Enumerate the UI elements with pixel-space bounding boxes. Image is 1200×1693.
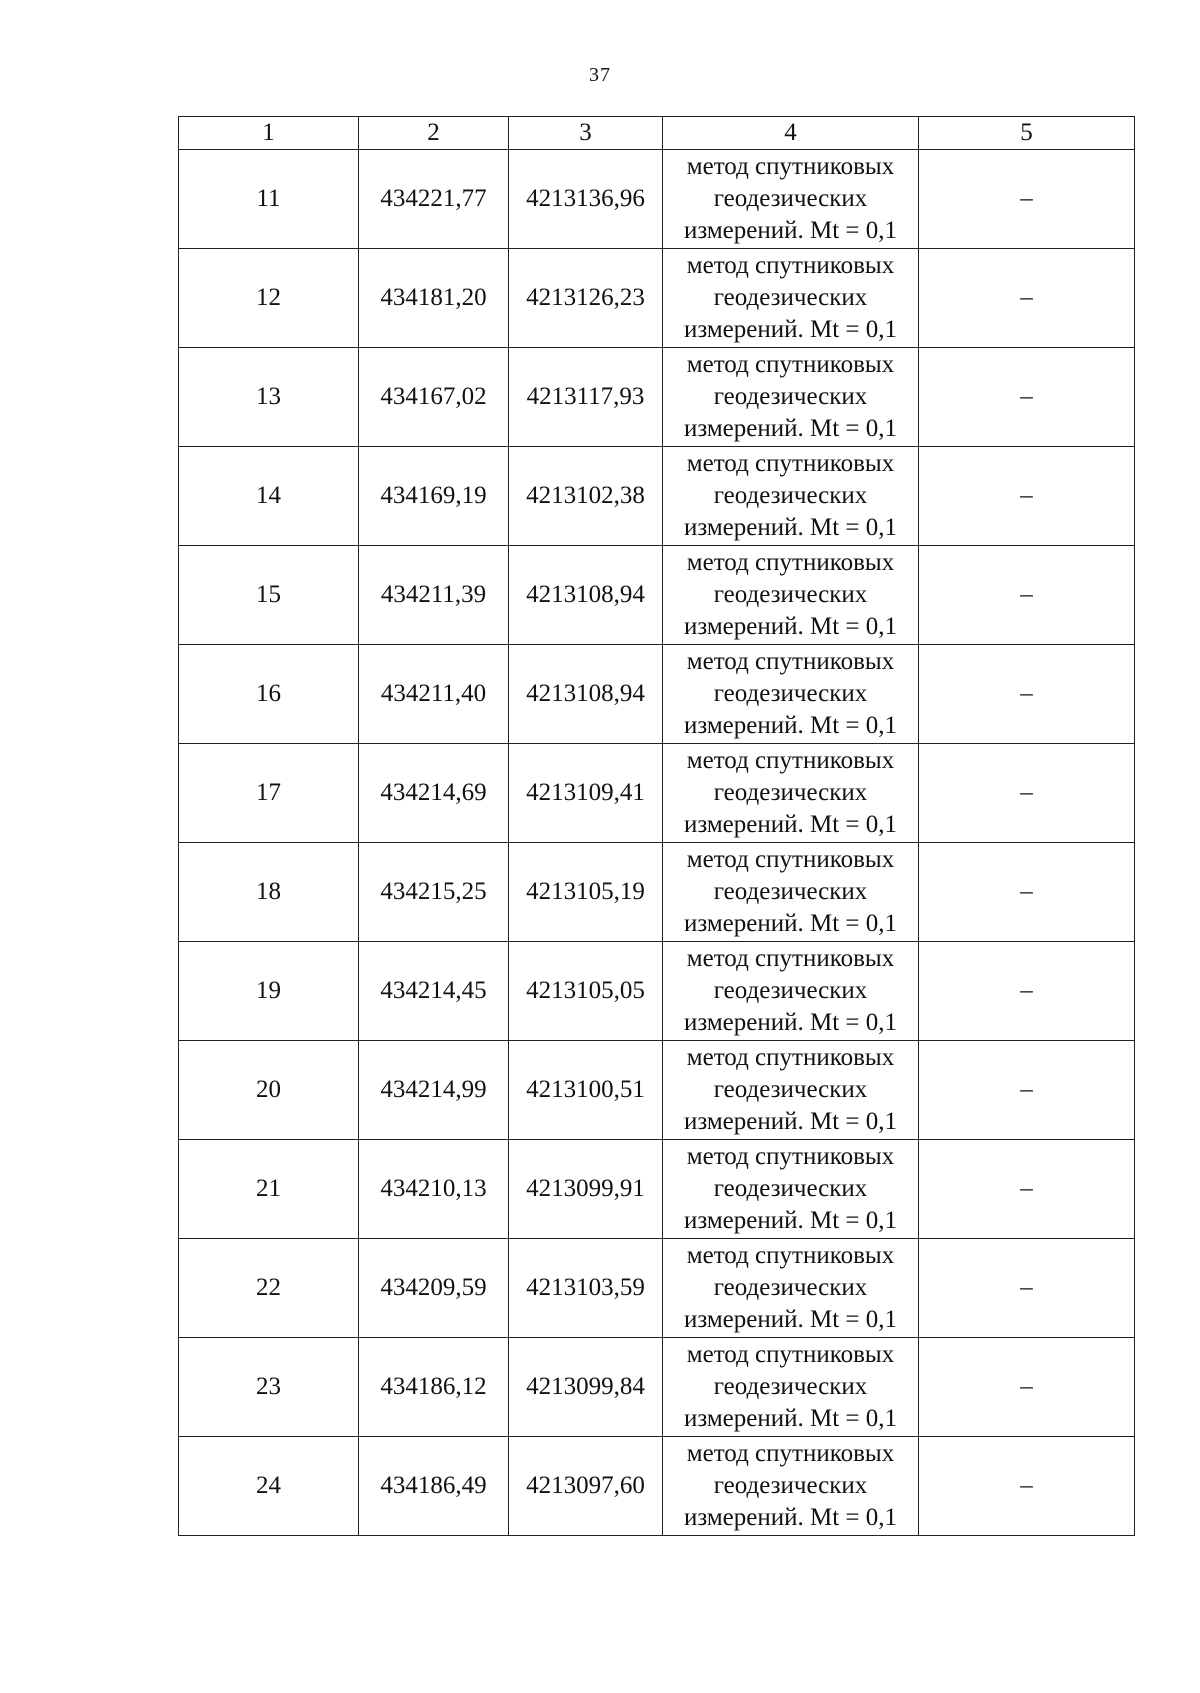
note-cell: – [919, 249, 1135, 348]
y-coordinate-cell: 4213102,38 [509, 447, 663, 546]
header-col-2: 2 [359, 117, 509, 150]
point-number-cell: 12 [179, 249, 359, 348]
x-coordinate-cell: 434209,59 [359, 1239, 509, 1338]
header-col-3: 3 [509, 117, 663, 150]
y-coordinate-cell: 4213105,19 [509, 843, 663, 942]
y-coordinate-cell: 4213099,91 [509, 1140, 663, 1239]
note-cell: – [919, 1437, 1135, 1536]
table-row [179, 744, 1135, 843]
method-cell: метод спутниковых геодезических измерений. Mt = 0,1 [663, 249, 919, 348]
point-number-cell: 24 [179, 1437, 359, 1536]
table-row [179, 348, 1135, 447]
point-number-cell: 11 [179, 150, 359, 249]
method-cell: метод спутниковых геодезических измерений. Mt = 0,1 [663, 1338, 919, 1437]
table-body [179, 150, 1135, 1536]
coordinates-table [178, 116, 1135, 1536]
note-cell: – [919, 546, 1135, 645]
method-cell: метод спутниковых геодезических измерений. Mt = 0,1 [663, 942, 919, 1041]
table-row [179, 1437, 1135, 1536]
note-cell: – [919, 942, 1135, 1041]
point-number-cell: 19 [179, 942, 359, 1041]
header-col-1: 1 [179, 117, 359, 150]
point-number-cell: 14 [179, 447, 359, 546]
x-coordinate-cell: 434210,13 [359, 1140, 509, 1239]
x-coordinate-cell: 434186,49 [359, 1437, 509, 1536]
point-number-cell: 17 [179, 744, 359, 843]
note-cell: – [919, 645, 1135, 744]
point-number-cell: 20 [179, 1041, 359, 1140]
y-coordinate-cell: 4213117,93 [509, 348, 663, 447]
y-coordinate-cell: 4213108,94 [509, 546, 663, 645]
method-cell: метод спутниковых геодезических измерений. Mt = 0,1 [663, 744, 919, 843]
method-cell: метод спутниковых геодезических измерений. Mt = 0,1 [663, 1437, 919, 1536]
note-cell: – [919, 150, 1135, 249]
y-coordinate-cell: 4213109,41 [509, 744, 663, 843]
y-coordinate-cell: 4213136,96 [509, 150, 663, 249]
table-header [179, 117, 1135, 150]
y-coordinate-cell: 4213108,94 [509, 645, 663, 744]
header-col-5: 5 [919, 117, 1135, 150]
point-number-cell: 16 [179, 645, 359, 744]
point-number-cell: 23 [179, 1338, 359, 1437]
table-row [179, 150, 1135, 249]
method-cell: метод спутниковых геодезических измерений. Mt = 0,1 [663, 348, 919, 447]
x-coordinate-cell: 434211,39 [359, 546, 509, 645]
note-cell: – [919, 1140, 1135, 1239]
note-cell: – [919, 1041, 1135, 1140]
point-number-cell: 21 [179, 1140, 359, 1239]
x-coordinate-cell: 434215,25 [359, 843, 509, 942]
header-col-4: 4 [663, 117, 919, 150]
note-cell: – [919, 744, 1135, 843]
x-coordinate-cell: 434214,69 [359, 744, 509, 843]
table-row [179, 942, 1135, 1041]
point-number-cell: 18 [179, 843, 359, 942]
page-number: 37 [589, 64, 611, 86]
x-coordinate-cell: 434181,20 [359, 249, 509, 348]
header-row [179, 117, 1135, 150]
method-cell: метод спутниковых геодезических измерений. Mt = 0,1 [663, 1041, 919, 1140]
method-cell: метод спутниковых геодезических измерений. Mt = 0,1 [663, 1239, 919, 1338]
x-coordinate-cell: 434169,19 [359, 447, 509, 546]
method-cell: метод спутниковых геодезических измерений. Mt = 0,1 [663, 150, 919, 249]
method-cell: метод спутниковых геодезических измерений. Mt = 0,1 [663, 843, 919, 942]
y-coordinate-cell: 4213126,23 [509, 249, 663, 348]
x-coordinate-cell: 434186,12 [359, 1338, 509, 1437]
table-row [179, 447, 1135, 546]
note-cell: – [919, 1338, 1135, 1437]
table-row [179, 249, 1135, 348]
point-number-cell: 22 [179, 1239, 359, 1338]
note-cell: – [919, 447, 1135, 546]
x-coordinate-cell: 434211,40 [359, 645, 509, 744]
table-row [179, 843, 1135, 942]
point-number-cell: 15 [179, 546, 359, 645]
table-row [179, 645, 1135, 744]
y-coordinate-cell: 4213100,51 [509, 1041, 663, 1140]
y-coordinate-cell: 4213103,59 [509, 1239, 663, 1338]
method-cell: метод спутниковых геодезических измерений. Mt = 0,1 [663, 546, 919, 645]
method-cell: метод спутниковых геодезических измерений. Mt = 0,1 [663, 645, 919, 744]
x-coordinate-cell: 434221,77 [359, 150, 509, 249]
x-coordinate-cell: 434167,02 [359, 348, 509, 447]
table-row [179, 1338, 1135, 1437]
note-cell: – [919, 348, 1135, 447]
method-cell: метод спутниковых геодезических измерений. Mt = 0,1 [663, 1140, 919, 1239]
y-coordinate-cell: 4213105,05 [509, 942, 663, 1041]
y-coordinate-cell: 4213099,84 [509, 1338, 663, 1437]
note-cell: – [919, 843, 1135, 942]
method-cell: метод спутниковых геодезических измерений. Mt = 0,1 [663, 447, 919, 546]
x-coordinate-cell: 434214,45 [359, 942, 509, 1041]
table-row [179, 1041, 1135, 1140]
table-row [179, 546, 1135, 645]
x-coordinate-cell: 434214,99 [359, 1041, 509, 1140]
table-row [179, 1239, 1135, 1338]
table-row [179, 1140, 1135, 1239]
note-cell: – [919, 1239, 1135, 1338]
y-coordinate-cell: 4213097,60 [509, 1437, 663, 1536]
point-number-cell: 13 [179, 348, 359, 447]
